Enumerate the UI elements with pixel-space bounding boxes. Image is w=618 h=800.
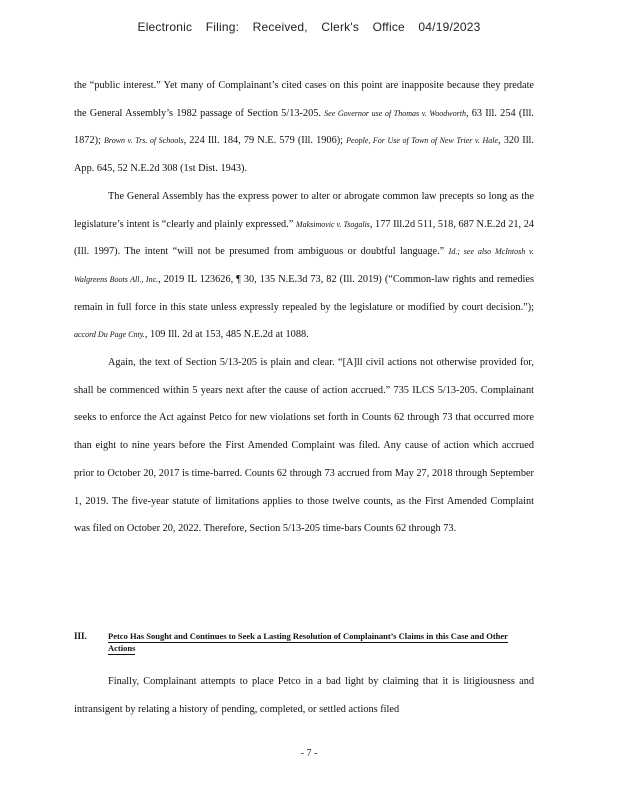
paragraph-text: The General Assembly has the express power to alter or abrogate common law precepts so long as the legislature’s intent is “clearly and plainly expressed.” xyxy=(74,190,534,230)
case-citation: People, For Use of Town of New Trier v. Hale xyxy=(346,136,498,146)
paragraph-text: , 109 Ill. 2d at 153, 485 N.E.2d at 1088. xyxy=(144,329,309,341)
section-title: Petco Has Sought and Continues to Seek a Lasting Resolution of Complainant’s Claims in this Case and Other Actions xyxy=(108,631,508,653)
paragraph-general-assembly xyxy=(74,183,534,349)
section-heading xyxy=(74,630,534,654)
case-citation: accord Du Page Cnty. xyxy=(74,330,145,340)
filing-stamp: Electronic Filing: Received, Clerk's Office 04/19/2023 xyxy=(137,20,481,34)
body-text-continued xyxy=(74,668,534,723)
body-text xyxy=(74,72,534,543)
paragraph-text: , 177 Ill.2d 511, 518, 687 N.E.2d 21, 24 (Ill. 1997). The intent “will not be presumed from ambiguous or doubtful language.” xyxy=(74,218,534,258)
paragraph-text: , 224 Ill. 184, 79 N.E. 579 (Ill. 1906); xyxy=(183,135,347,147)
case-citation: See Governor use of Thomas v. Woodworth xyxy=(324,108,466,118)
case-citation: Maksimovic v. Tsogalis xyxy=(295,219,370,229)
paragraph-text: the “public interest.” Yet many of Complainant’s cited cases on this point are inapposite because they predate the General Assembly’s 1982 passage of Section 5/13-205. xyxy=(74,80,534,119)
case-citation: Id.; see also McIntosh v. Walgreens Boots All., Inc. xyxy=(74,247,534,284)
paragraph-finally: Finally, Complainant attempts to place Petco in a bad light by claiming that it is litigiousness and intransigent by relating a history of pending, completed, or settled actions filed xyxy=(74,676,534,715)
paragraph-public-interest xyxy=(74,72,534,183)
paragraph-text: , 2019 IL 123626, ¶ 30, 135 N.E.3d 73, 82 (Ill. 2019) (“Common-law rights and remedies remain in full force in this state unless expressly repealed by the legislature or modified by court decision.”); xyxy=(74,273,534,313)
section-number: III. xyxy=(74,631,87,641)
page-number: - 7 - xyxy=(300,748,318,759)
paragraph-statute-text: Again, the text of Section 5/13-205 is plain and clear. “[A]ll civil actions not otherwise provided for, shall be commenced within 5 years next after the cause of action accrued.” 735 ILCS 5/13-205. Complainant seeks to enforce the Act against Petco for new violations set forth in Counts 62 through 73 that occurred more than eight to nine years before the First Amended Complaint was filed. Any cause of action which accrued prior to October 20, 2017 is time-barred. Counts 62 through 73 accrued from May 27, 2018 through September 1, 2019. The five-year statute of limitations applies to those twelve counts, as the First Amended Complaint was filed on October 20, 2022. Therefore, Section 5/13-205 time-bars Counts 62 through 73. xyxy=(74,357,534,535)
section-title-wrap xyxy=(108,630,534,654)
paragraph-text: , 63 Ill. 254 (Ill. 1872); xyxy=(74,107,534,147)
paragraph-text: , 320 Ill. App. 645, 52 N.E.2d 308 (1st Dist. 1943). xyxy=(74,135,534,175)
case-citation: Brown v. Trs. of Schools xyxy=(104,136,184,146)
